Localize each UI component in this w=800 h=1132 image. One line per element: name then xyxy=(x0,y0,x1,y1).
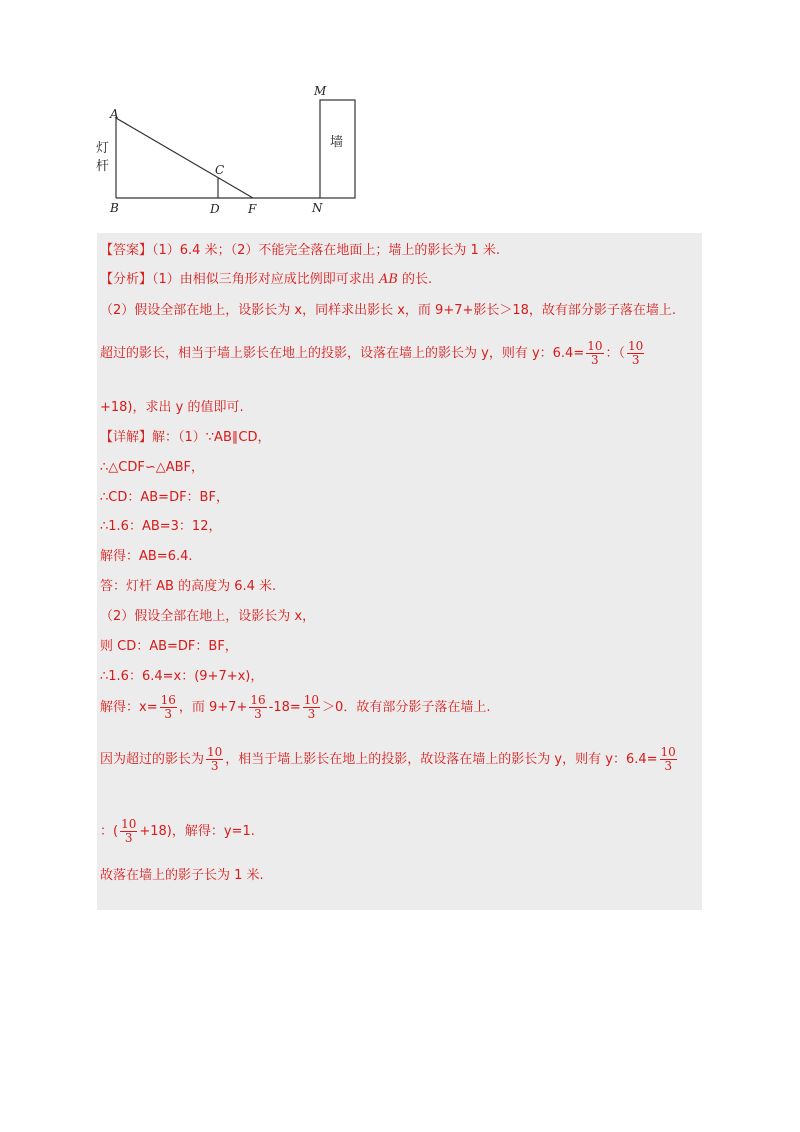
detail-line-10 xyxy=(100,694,490,721)
detail-11b: ，相当于墙上影长在地上的投影，故设落在墙上的影长为 y，则有 y：6.4= xyxy=(225,752,658,767)
analysis-3b: ：（ xyxy=(605,346,626,361)
detail-12b: +18)，解得：y=1. xyxy=(139,824,255,839)
label-a: A xyxy=(110,107,119,121)
analysis-line-2: （2）假设全部在地上，设影长为 x，同样求出影长 x，而 9+7+影长＞18，故有部分影子落在墙上. xyxy=(100,303,677,318)
analysis-1a: （1）由相似三角形对应成比例即可求出 xyxy=(152,272,375,287)
analysis-1c: 的长. xyxy=(402,272,433,287)
detail-line-11 xyxy=(100,746,679,773)
label-c: C xyxy=(215,163,225,177)
fraction-sixteen-thirds: $\frac{16}{3}$ xyxy=(160,693,176,721)
label-b: B xyxy=(110,201,119,215)
analysis-line-4: +18)，求出 y 的值即可. xyxy=(100,400,244,415)
label-f: F xyxy=(248,202,257,216)
detail-tag: 【详解】 xyxy=(100,430,153,445)
pole-label-1: 灯 xyxy=(96,141,110,156)
analysis-line-3 xyxy=(100,340,646,367)
analysis-line-1 xyxy=(100,268,432,287)
light-ray-af xyxy=(116,118,253,198)
analysis-3a: 超过的影长，相当于墙上影长在地上的投影，设落在墙上的影长为 y，则有 y：6.4= xyxy=(100,346,585,361)
fraction-ten-thirds: $\frac{10}{3}$ xyxy=(303,693,320,721)
detail-10a: 解得：x= xyxy=(100,700,158,715)
label-d: D xyxy=(210,202,220,216)
detail-line-5: 解得：AB=6.4. xyxy=(100,549,193,564)
analysis-1b: AB xyxy=(378,272,398,287)
detail-10c: -18= xyxy=(268,700,301,715)
detail-line-2: ∴△CDF∽△ABF， xyxy=(100,460,205,475)
fraction-ten-thirds: $\frac{10}{3}$ xyxy=(660,745,676,773)
detail-line-13: 故落在墙上的影子长为 1 米. xyxy=(100,868,264,883)
lamp-wall-diagram xyxy=(90,80,380,230)
detail-10b: ，而 9+7+ xyxy=(178,700,248,715)
detail-11a: 因为超过的影长为 xyxy=(100,752,205,767)
solution-panel xyxy=(97,233,702,910)
fraction-sixteen-thirds: $\frac{16}{3}$ xyxy=(250,693,266,721)
detail-10d: ＞0．故有部分影子落在墙上. xyxy=(322,700,491,715)
detail-1: 解：（1）∵AB∥CD， xyxy=(152,430,271,445)
label-n: N xyxy=(312,201,323,215)
detail-12a: ：( xyxy=(100,824,119,839)
detail-line-6: 答：灯杆 AB 的高度为 6.4 米. xyxy=(100,579,277,594)
detail-line-4: ∴1.6：AB=3：12， xyxy=(100,519,222,534)
analysis-tag: 【分析】 xyxy=(100,272,153,287)
fraction-ten-thirds: $\frac{10}{3}$ xyxy=(587,339,603,367)
geometry-figure xyxy=(90,80,380,234)
label-m: M xyxy=(314,84,327,98)
detail-line-9: ∴1.6：6.4=x：(9+7+x)， xyxy=(100,669,264,684)
fraction-ten-thirds: $\frac{10}{3}$ xyxy=(121,817,137,845)
wall-label: 墙 xyxy=(330,135,344,150)
detail-line-1 xyxy=(100,426,270,445)
fraction-ten-thirds: $\frac{10}{3}$ xyxy=(628,339,644,367)
detail-line-12 xyxy=(100,818,255,845)
detail-line-7: （2）假设全部在地上，设影长为 x， xyxy=(100,609,316,624)
detail-line-8: 则 CD：AB=DF：BF， xyxy=(100,639,238,654)
detail-line-3: ∴CD：AB=DF：BF， xyxy=(100,490,229,505)
pole-label-2: 杆 xyxy=(96,159,110,174)
answer-line: 【答案】（1）6.4 米；（2）不能完全落在地面上；墙上的影长为 1 米. xyxy=(100,243,501,258)
fraction-ten-thirds: $\frac{10}{3}$ xyxy=(207,745,223,773)
